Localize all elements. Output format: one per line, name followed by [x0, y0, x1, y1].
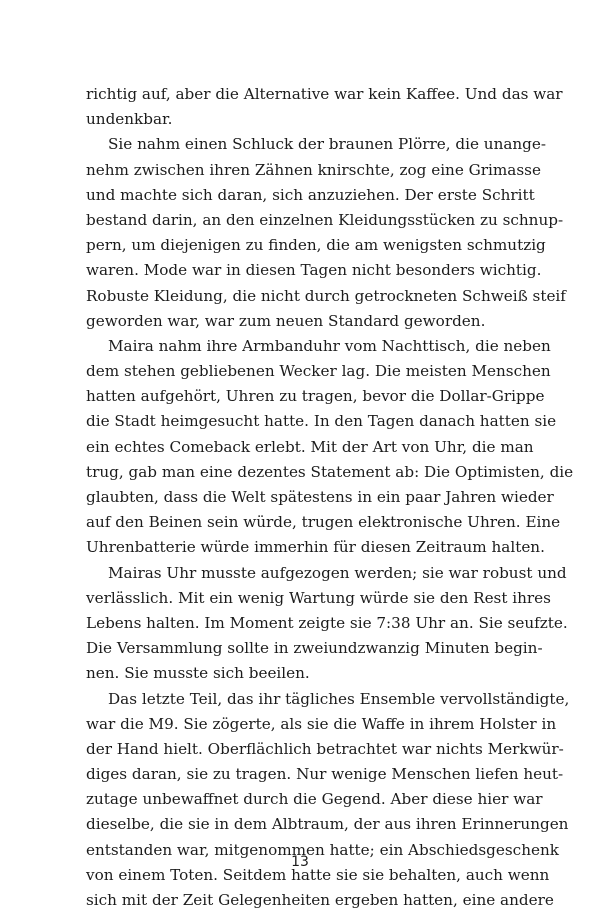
text-line: der Hand hielt. Oberflächlich betrachtet war nichts Merkwür- — [86, 739, 564, 758]
text-line: Lebens halten. Im Moment zeigte sie 7:38 Uhr an. Sie seufzte. — [86, 613, 568, 632]
paragraph-first-line: Mairas Uhr musste aufgezogen werden; sie war robust und — [108, 563, 567, 582]
body-text — [86, 82, 574, 913]
text-line: Robuste Kleidung, die nicht durch getrockneten Schweiß steif — [86, 286, 566, 305]
text-line: pern, um diejenigen zu finden, die am wenigsten schmutzig — [86, 236, 546, 255]
text-line: war die M9. Sie zögerte, als sie die Waffe in ihrem Holster in — [86, 714, 557, 733]
text-line: sich mit der Zeit Gelegenheiten ergeben hatten, eine andere — [86, 891, 554, 909]
text-line: die Stadt heimgesucht hatte. In den Tagen danach hatten sie — [86, 412, 557, 431]
text-line: verlässlich. Mit ein wenig Wartung würde sie den Rest ihres — [86, 588, 551, 607]
text-line: zutage unbewaffnet durch die Gegend. Aber diese hier war — [86, 790, 543, 809]
text-line: geworden war, war zum neuen Standard geworden. — [86, 311, 486, 330]
paragraph-first-line: Das letzte Teil, das ihr tägliches Ensemble vervollständigte, — [108, 689, 570, 708]
page-number: 13 — [291, 854, 309, 870]
text-line: trug, gab man eine dezentes Statement ab: Die Optimisten, die — [86, 462, 574, 481]
text-line: richtig auf, aber die Alternative war kein Kaffee. Und das war — [86, 85, 563, 103]
text-line: und machte sich daran, sich anzuziehen. Der erste Schritt — [86, 185, 535, 204]
text-line: glaubten, dass die Welt spätestens in ein paar Jahren wieder — [86, 488, 554, 506]
text-line: dieselbe, die sie in dem Albtraum, der aus ihren Erinnerungen — [86, 815, 569, 834]
text-line: diges daran, sie zu tragen. Nur wenige Menschen liefen heut- — [86, 765, 564, 784]
text-line: entstanden war, mitgenommen hatte; ein Abschiedsgeschenk — [86, 840, 559, 859]
text-line: von einem Toten. Seitdem hatte sie sie behalten, auch wenn — [86, 865, 550, 884]
text-line: Uhrenbatterie würde immerhin für diesen Zeitraum halten. — [86, 538, 545, 557]
text-line: nen. Sie musste sich beeilen. — [86, 664, 310, 683]
text-line: bestand darin, an den einzelnen Kleidungsstücken zu schnup- — [86, 210, 564, 229]
text-line: ein echtes Comeback erlebt. Mit der Art von Uhr, die man — [86, 437, 534, 456]
paragraph-first-line: Sie nahm einen Schluck der braunen Plörre, die unange- — [108, 135, 547, 154]
text-line: auf den Beinen sein würde, trugen elektronische Uhren. Eine — [86, 513, 561, 532]
text-line: undenkbar. — [86, 110, 173, 129]
text-line: dem stehen gebliebenen Wecker lag. Die meisten Menschen — [86, 362, 551, 381]
paragraph-first-line: Maira nahm ihre Armbanduhr vom Nachttisch, die neben — [108, 336, 551, 355]
text-line: hatten aufgehört, Uhren zu tragen, bevor die Dollar-Grippe — [86, 387, 545, 406]
text-line: waren. Mode war in diesen Tagen nicht besonders wichtig. — [86, 261, 542, 280]
text-line: Die Versammlung sollte in zweiundzwanzig Minuten begin- — [86, 639, 543, 658]
text-line: nehm zwischen ihren Zähnen knirschte, zog eine Grimasse — [86, 160, 541, 179]
